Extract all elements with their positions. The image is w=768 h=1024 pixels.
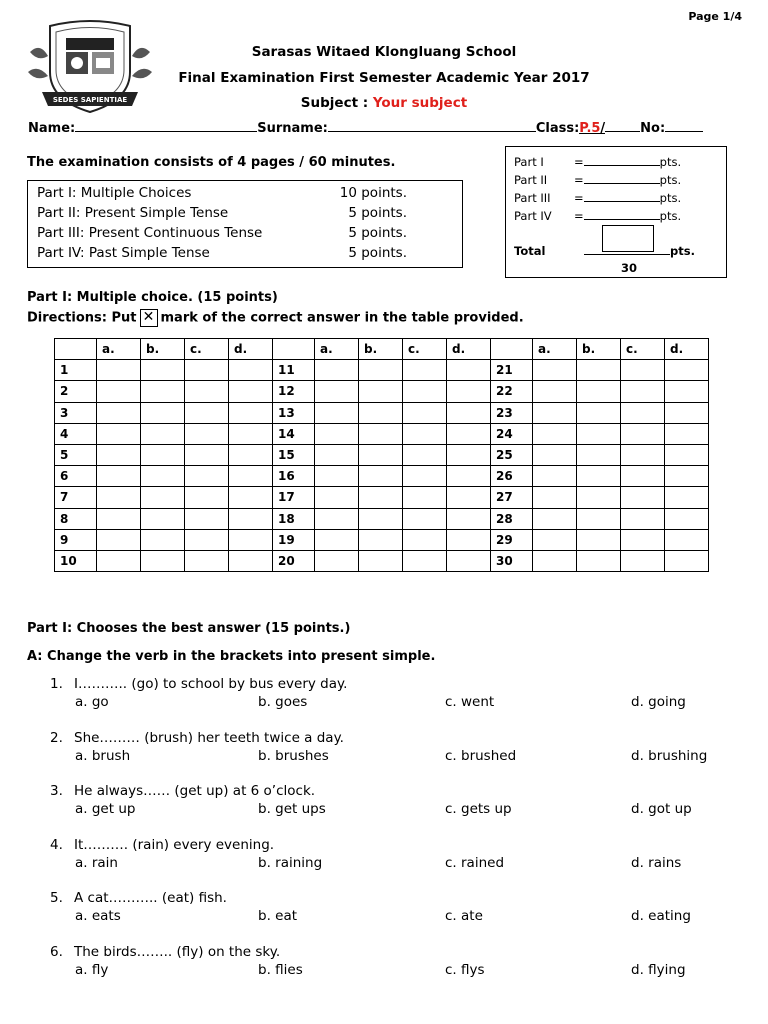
answer-cell[interactable]: [229, 423, 273, 444]
answer-option[interactable]: c. brushed: [445, 747, 517, 764]
answer-cell[interactable]: [359, 550, 403, 571]
total-row: Total pts.: [514, 244, 695, 258]
answer-option[interactable]: b. raining: [258, 854, 323, 871]
answer-cell[interactable]: [97, 466, 141, 487]
answer-cell[interactable]: [97, 508, 141, 529]
answer-cell[interactable]: [533, 423, 577, 444]
answer-cell[interactable]: [577, 466, 621, 487]
answer-cell[interactable]: [533, 529, 577, 550]
question-number-cell: 8: [55, 508, 97, 529]
answer-cell[interactable]: [315, 529, 359, 550]
answer-cell[interactable]: [359, 444, 403, 465]
table-row: [55, 508, 709, 529]
answer-cell[interactable]: [141, 402, 185, 423]
answer-cell[interactable]: [229, 550, 273, 571]
answer-option[interactable]: d. eating: [631, 908, 691, 924]
total-max: 30: [621, 261, 638, 275]
answer-cell[interactable]: [141, 529, 185, 550]
question-number-cell: 20: [273, 550, 315, 571]
part-row: Part III: Present Continuous Tense 5 points.: [37, 225, 407, 241]
answer-cell[interactable]: [533, 360, 577, 381]
no-field[interactable]: [665, 119, 703, 132]
answer-cell[interactable]: [315, 550, 359, 571]
answer-cell[interactable]: [665, 466, 709, 487]
answer-cell[interactable]: [577, 360, 621, 381]
part-row: Part I: Multiple Choices 10 points.: [37, 185, 407, 201]
table-row: [55, 444, 709, 465]
question-text: [50, 944, 280, 960]
question-number-cell: 29: [491, 529, 533, 550]
answer-option[interactable]: b. eat: [258, 908, 298, 924]
answer-cell[interactable]: [665, 381, 709, 402]
answer-cell[interactable]: [359, 529, 403, 550]
school-title: Sarasas Witaed Klongluang School: [251, 44, 517, 60]
answer-cell[interactable]: [621, 529, 665, 550]
answer-cell[interactable]: [621, 381, 665, 402]
answer-cell[interactable]: [359, 423, 403, 444]
answer-cell[interactable]: [97, 402, 141, 423]
answer-cell[interactable]: [141, 423, 185, 444]
x-mark-icon: ✕: [140, 309, 158, 327]
answer-cell[interactable]: [359, 360, 403, 381]
answer-cell[interactable]: [403, 487, 447, 508]
answer-cell[interactable]: [577, 508, 621, 529]
answer-cell[interactable]: [229, 529, 273, 550]
answer-cell[interactable]: [315, 360, 359, 381]
class-room-field[interactable]: [605, 119, 640, 132]
answer-cell[interactable]: [185, 381, 229, 402]
surname-label: Surname:: [257, 121, 328, 136]
question-number-cell: 22: [491, 381, 533, 402]
answer-cell[interactable]: [447, 444, 491, 465]
answer-cell[interactable]: [185, 487, 229, 508]
answer-cell[interactable]: [185, 466, 229, 487]
part-row: Part IV: Past Simple Tense 5 points.: [37, 245, 407, 261]
table-row: [55, 402, 709, 423]
answer-cell[interactable]: [229, 508, 273, 529]
answer-cell[interactable]: [185, 550, 229, 571]
answer-cell[interactable]: [229, 402, 273, 423]
question-number: 3.: [50, 783, 63, 799]
section2-title: Part I: Chooses the best answer (15 points.): [27, 621, 351, 636]
question-number-cell: 7: [55, 487, 97, 508]
answer-cell[interactable]: [665, 402, 709, 423]
subject-label: Subject :: [300, 95, 369, 111]
answer-cell[interactable]: [359, 466, 403, 487]
score-row: Part III = pts.: [514, 191, 682, 205]
answer-cell[interactable]: [403, 550, 447, 571]
answer-cell[interactable]: [447, 381, 491, 402]
question-number-cell: 9: [55, 529, 97, 550]
answer-cell[interactable]: [403, 508, 447, 529]
answer-cell[interactable]: [533, 381, 577, 402]
answer-cell[interactable]: [185, 529, 229, 550]
question-number-cell: 5: [55, 444, 97, 465]
answer-cell[interactable]: [665, 550, 709, 571]
answer-option[interactable]: a. brush: [75, 747, 131, 764]
answer-option[interactable]: b. brushes: [258, 747, 329, 764]
table-header-cell: b.: [359, 339, 403, 360]
score-blank[interactable]: [584, 172, 660, 184]
question-number-cell: 6: [55, 466, 97, 487]
question-number-cell: 11: [273, 360, 315, 381]
table-row: [55, 423, 709, 444]
answer-cell[interactable]: [229, 444, 273, 465]
answer-cell[interactable]: [577, 423, 621, 444]
question-number-cell: 10: [55, 550, 97, 571]
answer-cell[interactable]: [97, 550, 141, 571]
score-row: Part I = pts.: [514, 155, 682, 169]
question-number-cell: 18: [273, 508, 315, 529]
table-header-cell: c.: [403, 339, 447, 360]
answer-cell[interactable]: [533, 550, 577, 571]
question-stem: She……… (brush) her teeth twice a day.: [74, 729, 344, 746]
section1-title: Part I: Multiple choice. (15 points): [27, 290, 278, 305]
answer-option[interactable]: b. get ups: [258, 801, 326, 817]
answer-option[interactable]: a. go: [75, 694, 109, 710]
section2-subtitle: A: Change the verb in the brackets into present simple.: [27, 649, 436, 664]
answer-cell[interactable]: [97, 381, 141, 402]
part-row: Part II: Present Simple Tense 5 points.: [37, 205, 407, 221]
answer-cell[interactable]: [141, 550, 185, 571]
answer-cell[interactable]: [447, 360, 491, 381]
table-header-cell: d.: [229, 339, 273, 360]
question-number-cell: 27: [491, 487, 533, 508]
question-number-cell: 21: [491, 360, 533, 381]
svg-text:SEDES SAPIENTIAE: SEDES SAPIENTIAE: [52, 96, 128, 104]
table-row: [55, 487, 709, 508]
score-blank[interactable]: [584, 190, 660, 202]
table-header-cell: a.: [533, 339, 577, 360]
question-number-cell: 28: [491, 508, 533, 529]
question-number-cell: 25: [491, 444, 533, 465]
answer-cell[interactable]: [533, 508, 577, 529]
answer-cell[interactable]: [447, 487, 491, 508]
answer-cell[interactable]: [533, 487, 577, 508]
question-text: [50, 837, 274, 853]
table-header-cell: d.: [447, 339, 491, 360]
answer-option[interactable]: c. went: [445, 694, 495, 710]
answer-cell[interactable]: [621, 402, 665, 423]
answer-cell[interactable]: [185, 423, 229, 444]
answer-cell[interactable]: [141, 444, 185, 465]
answer-cell[interactable]: [447, 529, 491, 550]
table-header-cell: a.: [97, 339, 141, 360]
answer-cell[interactable]: [621, 360, 665, 381]
name-label: Name:: [28, 121, 76, 136]
answer-cell[interactable]: [533, 402, 577, 423]
answer-cell[interactable]: [621, 444, 665, 465]
answer-cell[interactable]: [97, 444, 141, 465]
question-number-cell: 30: [491, 550, 533, 571]
answer-cell[interactable]: [621, 487, 665, 508]
score-box: [505, 146, 727, 278]
answer-cell[interactable]: [621, 508, 665, 529]
question-stem: It………. (rain) every evening.: [74, 836, 275, 853]
answer-option[interactable]: d. going: [631, 694, 686, 710]
question-number-cell: 17: [273, 487, 315, 508]
answer-cell[interactable]: [359, 381, 403, 402]
answer-option[interactable]: d. got up: [631, 801, 692, 817]
answer-cell[interactable]: [447, 423, 491, 444]
question-stem: I……….. (go) to school by bus every day.: [74, 676, 348, 692]
no-label: No:: [640, 121, 666, 136]
question-stem: The birds…….. (fly) on the sky.: [74, 943, 281, 960]
score-row: Part IV = pts.: [514, 209, 682, 223]
total-score-box[interactable]: [602, 225, 654, 252]
question-number-cell: 14: [273, 423, 315, 444]
answer-cell[interactable]: [97, 487, 141, 508]
question-text: [50, 783, 315, 799]
question-stem: He always…… (get up) at 6 o’clock.: [74, 783, 316, 799]
question-number-cell: 12: [273, 381, 315, 402]
parts-box: [27, 180, 463, 268]
table-header-cell: [273, 339, 315, 360]
answer-cell[interactable]: [665, 487, 709, 508]
question-number-cell: 2: [55, 381, 97, 402]
answer-cell[interactable]: [97, 529, 141, 550]
question-number: 6.: [50, 943, 63, 960]
table-header-cell: b.: [141, 339, 185, 360]
table-row: [55, 550, 709, 571]
answer-cell[interactable]: [403, 529, 447, 550]
question-number-cell: 4: [55, 423, 97, 444]
answer-cell[interactable]: [315, 508, 359, 529]
answer-cell[interactable]: [359, 487, 403, 508]
table-header-cell: b.: [577, 339, 621, 360]
question-number: 5.: [50, 890, 63, 906]
answer-cell[interactable]: [185, 444, 229, 465]
question-number: 2.: [50, 729, 63, 746]
answer-cell[interactable]: [665, 423, 709, 444]
answer-cell[interactable]: [185, 508, 229, 529]
table-row: [55, 529, 709, 550]
question-number: 4.: [50, 836, 63, 853]
answer-cell[interactable]: [229, 487, 273, 508]
answer-cell[interactable]: [621, 550, 665, 571]
answer-cell[interactable]: [665, 444, 709, 465]
table-header-cell: a.: [315, 339, 359, 360]
answer-cell[interactable]: [141, 508, 185, 529]
answer-option[interactable]: a. rain: [75, 854, 118, 871]
answer-cell[interactable]: [577, 381, 621, 402]
class-label: Class:: [535, 121, 580, 136]
question-text: [50, 890, 227, 906]
answer-cell[interactable]: [315, 423, 359, 444]
answer-cell[interactable]: [315, 402, 359, 423]
question-number-cell: 15: [273, 444, 315, 465]
answer-cell[interactable]: [665, 508, 709, 529]
page-number: Page 1/4: [688, 10, 742, 23]
answer-cell[interactable]: [97, 423, 141, 444]
subject-value: Your subject: [372, 95, 468, 111]
answer-option[interactable]: a. eats: [75, 908, 121, 924]
table-header-cell: d.: [665, 339, 709, 360]
table-header-cell: [55, 339, 97, 360]
answer-cell[interactable]: [403, 423, 447, 444]
answer-cell[interactable]: [185, 360, 229, 381]
answer-cell[interactable]: [447, 508, 491, 529]
question-number-cell: 24: [491, 423, 533, 444]
answer-option[interactable]: a. get up: [75, 801, 136, 817]
subject-line: [0, 95, 768, 111]
answer-option[interactable]: c. ate: [445, 908, 483, 924]
answer-cell[interactable]: [665, 529, 709, 550]
answer-cell[interactable]: [229, 466, 273, 487]
exam-title: Final Examination First Semester Academic Year 2017: [178, 70, 590, 86]
exam-info: The examination consists of 4 pages / 60 minutes.: [27, 155, 396, 170]
score-blank[interactable]: [584, 154, 660, 166]
question-number-cell: 23: [491, 402, 533, 423]
table-header-cell: c.: [185, 339, 229, 360]
answer-cell[interactable]: [577, 402, 621, 423]
table-header-cell: c.: [621, 339, 665, 360]
answer-cell[interactable]: [577, 444, 621, 465]
answer-cell[interactable]: [315, 487, 359, 508]
answer-cell[interactable]: [403, 466, 447, 487]
answer-option[interactable]: c. flys: [445, 961, 485, 978]
answer-cell[interactable]: [577, 529, 621, 550]
table-header-cell: [491, 339, 533, 360]
answer-cell[interactable]: [403, 444, 447, 465]
answer-cell[interactable]: [403, 360, 447, 381]
answer-cell[interactable]: [141, 381, 185, 402]
answer-option[interactable]: d. flying: [631, 961, 686, 978]
answer-cell[interactable]: [359, 402, 403, 423]
answer-cell[interactable]: [447, 466, 491, 487]
table-header-row: [55, 339, 709, 360]
answer-cell[interactable]: [141, 466, 185, 487]
answer-cell[interactable]: [621, 423, 665, 444]
question-text: [50, 676, 347, 692]
answer-cell[interactable]: [403, 381, 447, 402]
question-number-cell: 1: [55, 360, 97, 381]
question-stem: A cat……….. (eat) fish.: [74, 890, 227, 906]
answer-option[interactable]: b. goes: [258, 694, 308, 710]
answer-cell[interactable]: [229, 360, 273, 381]
answer-option[interactable]: d. rains: [631, 854, 682, 871]
answer-cell[interactable]: [315, 381, 359, 402]
table-row: [55, 360, 709, 381]
answer-cell[interactable]: [315, 444, 359, 465]
answer-cell[interactable]: [229, 381, 273, 402]
question-number-cell: 13: [273, 402, 315, 423]
answer-cell[interactable]: [315, 466, 359, 487]
class-value: P.5: [579, 121, 601, 136]
score-row: Part II = pts.: [514, 173, 682, 187]
question-number: 1.: [50, 676, 63, 692]
answer-cell[interactable]: [533, 444, 577, 465]
answer-cell[interactable]: [665, 360, 709, 381]
student-info-row: Name: Surname: Class:P.5/ No:: [28, 119, 703, 136]
answer-cell[interactable]: [141, 360, 185, 381]
answer-cell[interactable]: [359, 508, 403, 529]
answer-option[interactable]: d. brushing: [631, 747, 708, 764]
question-number-cell: 16: [273, 466, 315, 487]
score-blank[interactable]: [584, 208, 660, 220]
answer-cell[interactable]: [141, 487, 185, 508]
answer-cell[interactable]: [447, 550, 491, 571]
surname-field[interactable]: [328, 119, 536, 132]
answer-option[interactable]: c. gets up: [445, 801, 512, 817]
table-row: [55, 466, 709, 487]
answer-option[interactable]: c. rained: [445, 854, 505, 871]
answer-cell[interactable]: [185, 402, 229, 423]
question-number-cell: 3: [55, 402, 97, 423]
answer-cell[interactable]: [577, 550, 621, 571]
answer-table: [54, 338, 709, 572]
answer-cell[interactable]: [447, 402, 491, 423]
directions: Directions: Put ✕ mark of the correct answer in the table provided.: [27, 309, 524, 326]
question-number-cell: 26: [491, 466, 533, 487]
answer-cell[interactable]: [577, 487, 621, 508]
answer-cell[interactable]: [621, 466, 665, 487]
name-field[interactable]: [75, 119, 257, 132]
question-number-cell: 19: [273, 529, 315, 550]
answer-option[interactable]: b. flies: [258, 961, 303, 978]
answer-cell[interactable]: [403, 402, 447, 423]
answer-option[interactable]: a. fly: [75, 961, 109, 978]
question-text: [50, 730, 344, 746]
answer-cell[interactable]: [97, 360, 141, 381]
table-row: [55, 381, 709, 402]
answer-cell[interactable]: [533, 466, 577, 487]
